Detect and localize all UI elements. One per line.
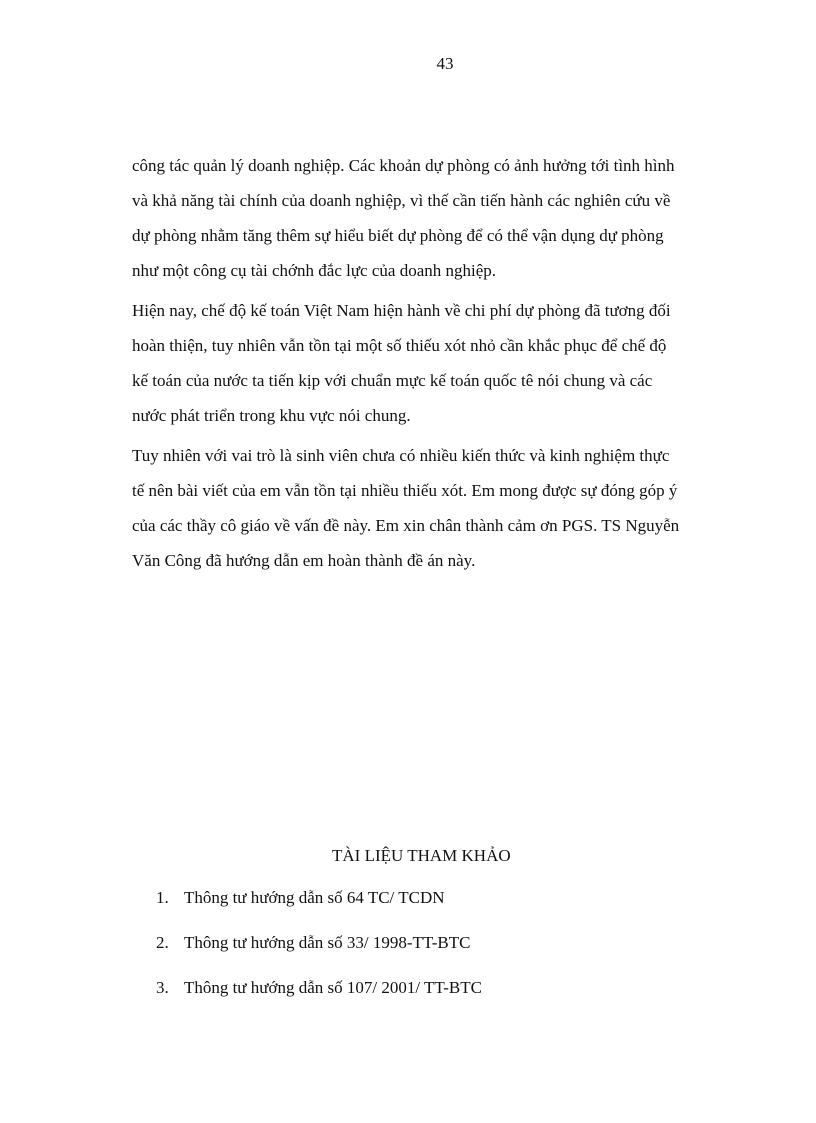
text-line: hoàn thiện, tuy nhiên vẫn tồn tại một số thiếu xót nhỏ cần khắc phục để chế độ (132, 336, 667, 355)
reference-number: 2. (156, 933, 169, 952)
body-text (132, 148, 732, 583)
text-line: nước phát triển trong khu vực nói chung. (132, 406, 411, 425)
reference-item (156, 933, 482, 978)
reference-text: Thông tư hướng dẫn số 33/ 1998-TT-BTC (183, 933, 471, 952)
reference-item (156, 978, 482, 1023)
reference-text: Thông tư hướng dẫn số 64 TC/ TCDN (183, 888, 445, 907)
text-line: Hiện nay, chế độ kế toán Việt Nam hiện hành về chi phí dự phòng đã tương đối (132, 301, 671, 320)
text-line: tế nên bài viết của em vẫn tồn tại nhiều thiếu xót. Em mong được sự đóng góp ý (132, 481, 678, 500)
text-line: kế toán của nước ta tiến kịp với chuẩn mực kế toán quốc tê nói chung và các (132, 371, 653, 390)
references-title: TÀI LIỆU THAM KHẢO (332, 846, 511, 865)
text-line: Tuy nhiên với vai trò là sinh viên chưa có nhiều kiến thức và kinh nghiệm thực (132, 446, 670, 465)
text-line: Văn Công đã hướng dẫn em hoàn thành đề án này. (132, 551, 476, 570)
reference-text: Thông tư hướng dẫn số 107/ 2001/ TT-BTC (183, 978, 482, 997)
paragraph-3 (132, 438, 732, 578)
reference-number: 1. (156, 888, 169, 907)
text-line: công tác quản lý doanh nghiệp. Các khoản dự phòng có ảnh hưởng tới tình hình (132, 156, 675, 175)
paragraph-2 (132, 293, 732, 433)
text-line: dự phòng nhằm tăng thêm sự hiểu biết dự phòng để có thể vận dụng dự phòng (132, 226, 664, 245)
page-number: 43 (436, 54, 454, 73)
text-line: của các thầy cô giáo về vấn đề này. Em xin chân thành cảm ơn PGS. TS Nguyễn (132, 516, 680, 535)
paragraph-1 (132, 148, 732, 288)
reference-item (156, 888, 482, 933)
reference-number: 3. (156, 978, 169, 997)
text-line: và khả năng tài chính của doanh nghiệp, vì thế cần tiến hành các nghiên cứu về (132, 191, 671, 210)
text-line: như một công cụ tài chớnh đắc lực của doanh nghiệp. (132, 261, 497, 280)
references-list (156, 888, 482, 1023)
